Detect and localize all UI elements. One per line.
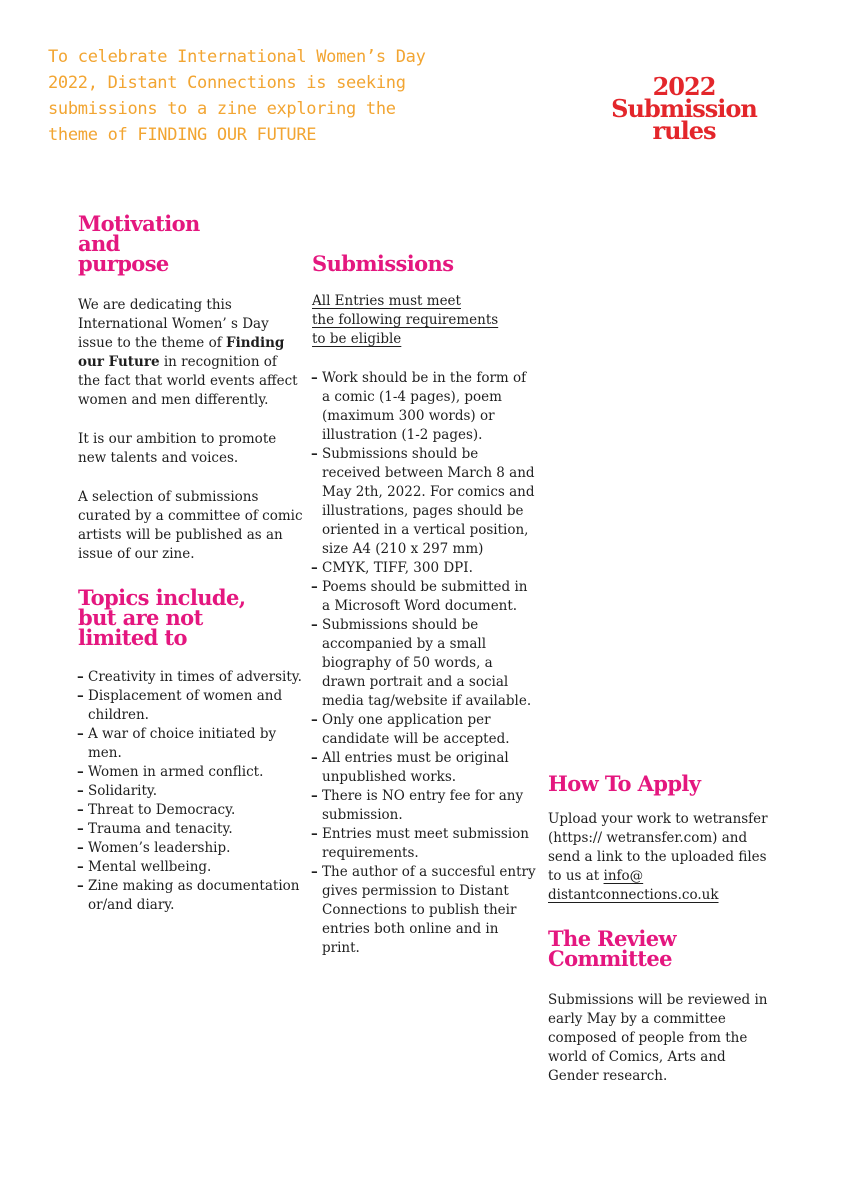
motivation-paragraph-1: We are dedicating this International Women’ s Day issue to the theme of Finding our Future in recognition of the fact that world events affect women and men differently. [78,297,298,408]
eligibility-intro: All Entries must meet the following requirements to be eligible [312,293,499,347]
left-column [78,211,303,915]
list-item: – Women’s leadership. [78,839,303,858]
middle-column [312,251,537,958]
motivation-paragraph-2: It is our ambition to promote new talents and voices. [78,431,277,466]
motivation-paragraph-3: A selection of submissions curated by a committee of comic artists will be published as an issue of our zine. [78,489,303,562]
list-item: – Entries must meet submission requirements. [312,825,537,863]
requirements-list [312,369,537,958]
list-item: – Displacement of women and children. [78,687,303,725]
intro-line: theme of FINDING OUR FUTURE [48,125,317,145]
intro-line: 2022, Distant Connections is seeking [48,73,406,93]
review-committee-text: Submissions will be reviewed in early May by a committee composed of people from the world of Comics, Arts and Gender research. [548,992,768,1084]
review-committee-heading: The Review Committee [548,926,676,971]
list-item: – Mental wellbeing. [78,858,303,877]
list-item: – Women in armed conflict. [78,763,303,782]
list-item: – Creativity in times of adversity. [78,668,303,687]
how-to-apply-text: Upload your work to wetransfer (https:// wetransfer.com) and send a link to the uploaded files to us at info@ distantconnections.co.uk [548,811,768,903]
submission-rules-title [596,72,772,145]
submissions-heading: Submissions [312,251,454,276]
list-item: – CMYK, TIFF, 300 DPI. [312,559,537,578]
list-item: – Work should be in the form of a comic (1-4 pages), poem (maximum 300 words) or illustration (1-2 pages). [312,369,537,445]
topics-list [78,668,303,915]
list-item: – Submissions should be received between March 8 and May 2th, 2022. For comics and illustrations, pages should be oriented in a vertical position, size A4 (210 x 297 mm) [312,445,537,559]
list-item: – Threat to Democracy. [78,801,303,820]
rules-title-line: Submission [611,94,757,123]
list-item: – Zine making as documentation or/and diary. [78,877,303,915]
list-item: – Trauma and tenacity. [78,820,303,839]
intro-line: To celebrate International Women’s Day [48,47,426,67]
rules-title-line: 2022 [652,72,716,101]
intro-line: submissions to a zine exploring the [48,99,396,119]
right-column [548,771,773,1086]
list-item: – Solidarity. [78,782,303,801]
contact-email-link[interactable]: info@ distantconnections.co.uk [548,868,719,903]
how-to-apply-heading: How To Apply [548,771,701,796]
intro-text [48,44,468,148]
rules-title-line: rules [652,116,716,145]
theme-name: Finding our Future [78,335,285,370]
motivation-heading: Motivation and purpose [78,211,200,276]
list-item: – A war of choice initiated by men. [78,725,303,763]
list-item: – The author of a succesful entry gives permission to Distant Connections to publish their entries both online and in print. [312,863,537,958]
list-item: – Submissions should be accompanied by a small biography of 50 words, a drawn portrait and a social media tag/website if available. [312,616,537,711]
list-item: – There is NO entry fee for any submission. [312,787,537,825]
topics-heading: Topics include, but are not limited to [78,585,246,650]
list-item: – All entries must be original unpublished works. [312,749,537,787]
list-item: – Only one application per candidate will be accepted. [312,711,537,749]
list-item: – Poems should be submitted in a Microsoft Word document. [312,578,537,616]
